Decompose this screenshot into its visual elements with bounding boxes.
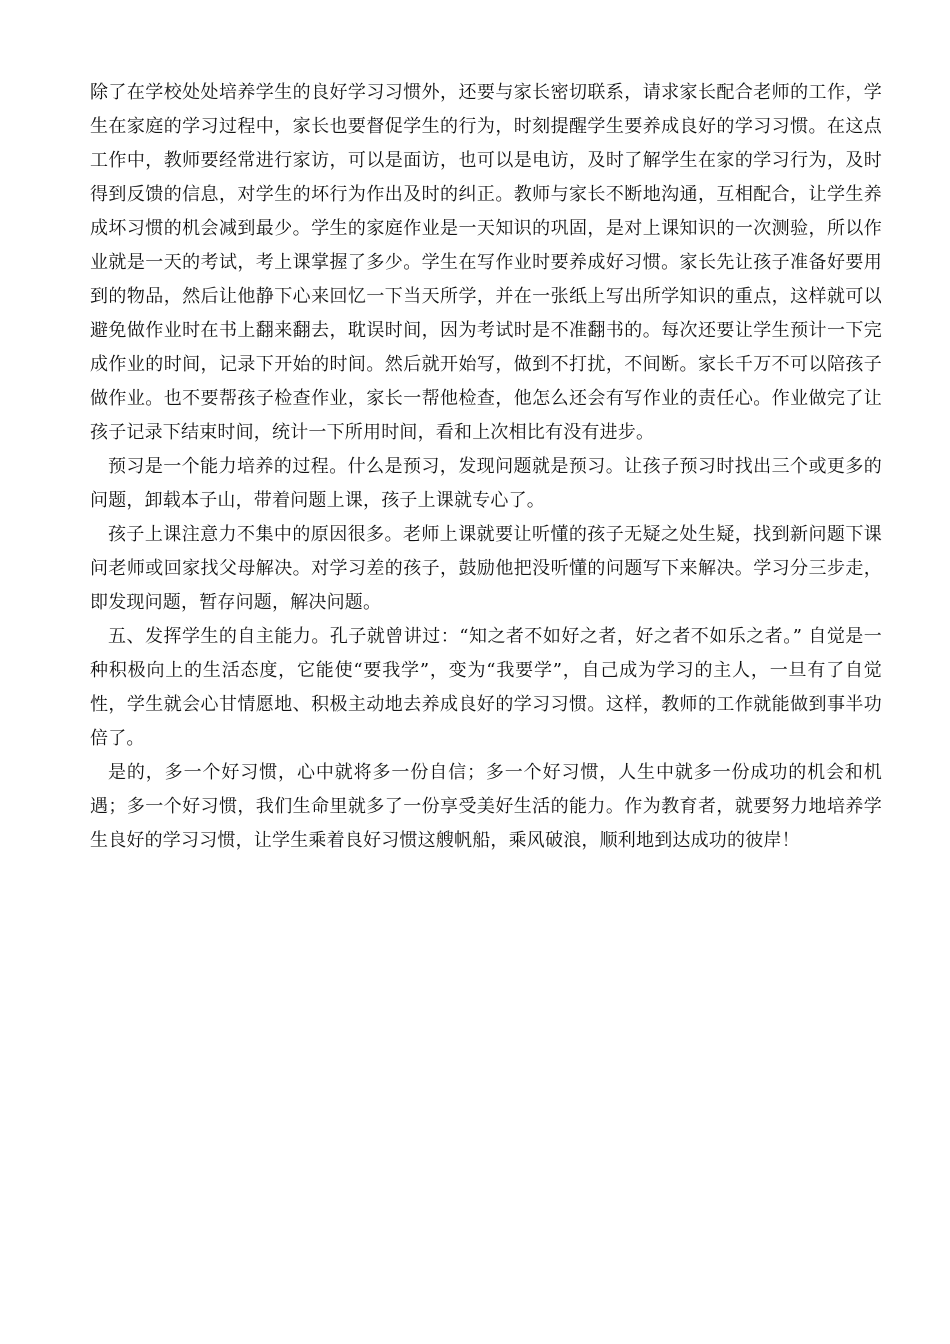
document-body	[90, 76, 882, 858]
paragraph-2: 预习是一个能力培养的过程。什么是预习，发现问题就是预习。让孩子预习时找出三个或更多的问题，卸载本子山，带着问题上课，孩子上课就专心了。	[90, 456, 882, 511]
paragraph-4: 五、发挥学生的自主能力。孔子就曾讲过：“知之者不如好之者，好之者不如乐之者。” 自觉是一种积极向上的生活态度，它能使“要我学”，变为“我要学”，自己成为学习的主人，一旦有了自觉性，学生就会心甘情愿地、积极主动地去养成良好的学习习惯。这样，教师的工作就能做到事半功倍了。	[90, 626, 882, 749]
paragraph-1: 除了在学校处处培养学生的良好学习习惯外，还要与家长密切联系，请求家长配合老师的工作，学生在家庭的学习过程中，家长也要督促学生的行为，时刻提醒学生要养成良好的学习习惯。在这点工作中，教师要经常进行家访，可以是面访，也可以是电访，及时了解学生在家的学习行为，及时得到反馈的信息，对学生的坏行为作出及时的纠正。教师与家长不断地沟通，互相配合，让学生养成坏习惯的机会减到最少。学生的家庭作业是一天知识的巩固，是对上课知识的一次测验，所以作业就是一天的考试，考上课掌握了多少。学生在写作业时要养成好习惯。家长先让孩子准备好要用到的物品，然后让他静下心来回忆一下当天所学，并在一张纸上写出所学知识的重点，这样就可以避免做作业时在书上翻来翻去，耽误时间，因为考试时是不准翻书的。每次还要让学生预计一下完成作业的时间，记录下开始的时间。然后就开始写，做到不打扰，不间断。家长千万不可以陪孩子做作业。也不要帮孩子检查作业，家长一帮他检查，他怎么还会有写作业的责任心。作业做完了让孩子记录下结束时间，统计一下所用时间，看和上次相比有没有进步。	[90, 82, 882, 443]
paragraph-3: 孩子上课注意力不集中的原因很多。老师上课就要让听懂的孩子无疑之处生疑，找到新问题下课问老师或回家找父母解决。对学习差的孩子，鼓励他把没听懂的问题写下来解决。学习分三步走，即发现问题，暂存问题，解决问题。	[90, 524, 882, 613]
paragraph-5: 是的，多一个好习惯，心中就将多一份自信；多一个好习惯，人生中就多一份成功的机会和机遇；多一个好习惯，我们生命里就多了一份享受美好生活的能力。作为教育者，就要努力地培养学生良好的学习习惯，让学生乘着良好习惯这艘帆船，乘风破浪，顺利地到达成功的彼岸！	[90, 762, 882, 851]
